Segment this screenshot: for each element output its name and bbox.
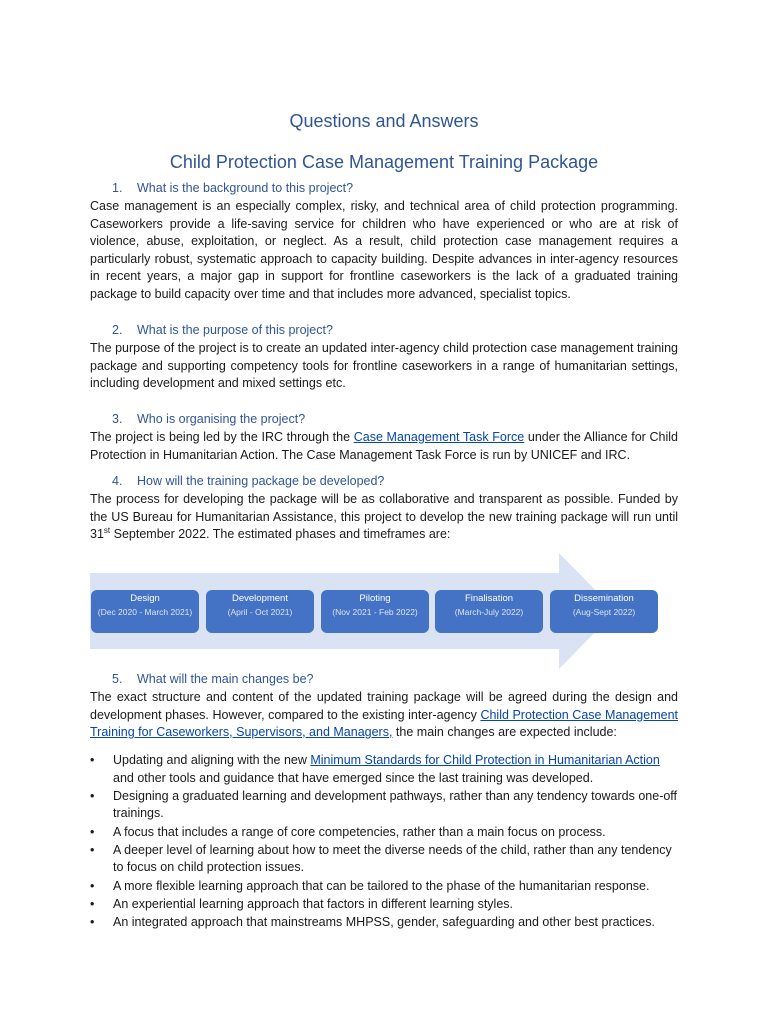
question-1: 1. What is the background to this project? <box>112 181 354 195</box>
phase-dissemination: Dissemination (Aug-Sept 2022) <box>550 590 658 633</box>
answer-2: The purpose of the project is to create an updated inter-agency child protection case management training package and supporting competency tools for frontline caseworkers in a range of humanitarian settings, including development and mixed settings etc. <box>90 341 678 390</box>
phase-development: Development (April - Oct 2021) <box>206 590 314 633</box>
phase-finalisation: Finalisation (March-July 2022) <box>435 590 543 633</box>
minimum-standards-link[interactable]: Minimum Standards for Child Protection in Humanitarian Action <box>310 753 660 767</box>
bullet-icon: • <box>90 788 95 803</box>
phase-design: Design (Dec 2020 - March 2021) <box>91 590 199 633</box>
case-management-task-force-link[interactable]: Case Management Task Force <box>353 430 525 444</box>
bullet-icon: • <box>90 878 95 893</box>
list-item: • Designing a graduated learning and development pathways, rather than any tendency towards one-off trainings. <box>90 788 678 821</box>
list-item: • Updating and aligning with the new Minimum Standards for Child Protection in Humanitarian Action and other tools and guidance that have emerged since the last training was developed. <box>90 753 660 785</box>
answer-4: The process for developing the package will be as collaborative and transparent as possible. Funded by the US Bureau for Humanitarian Assistance, this project to develop the new training package will run until 31st September 2022. The estimated phases and timeframes are: <box>90 492 678 541</box>
list-item: • A focus that includes a range of core competencies, rather than a main focus on process. <box>90 824 678 842</box>
list-item: • An integrated approach that mainstreams MHPSS, gender, safeguarding and other best practices. <box>90 914 678 932</box>
list-item: • A more flexible learning approach that can be tailored to the phase of the humanitarian response. <box>90 878 678 896</box>
question-3: 3. Who is organising the project? <box>112 412 306 426</box>
answer-1: Case management is an especially complex, risky, and technical area of child protection programming. Caseworkers provide a life-saving service for children who have experienced or who are at risk of violence, abuse, exploitation, or neglect. As a result, child protection case management requires a particularly robust, systematic approach to capacity building. Despite advances in inter-agency resources in recent years, a major gap in support for frontline caseworkers is the lack of a graduated training package to build capacity over time and that includes more advanced, specialist topics. <box>90 199 678 301</box>
question-2: 2. What is the purpose of this project? <box>112 323 333 337</box>
changes-list <box>90 752 678 933</box>
bullet-icon: • <box>90 842 95 857</box>
bullet-icon: • <box>90 915 95 930</box>
list-item: • A deeper level of learning about how to meet the diverse needs of the child, rather than any tendency to focus on child protection issues. <box>90 842 672 875</box>
document-subtitle: Child Protection Case Management Training Package <box>169 152 599 172</box>
document-title: Questions and Answers <box>289 111 479 131</box>
bullet-icon: • <box>90 896 95 911</box>
phases-timeline <box>90 553 678 669</box>
bullet-icon: • <box>90 753 95 767</box>
question-4: 4. How will the training package be developed? <box>112 474 385 488</box>
list-item: • An experiential learning approach that factors in different learning styles. <box>90 896 678 914</box>
answer-5: The exact structure and content of the updated training package will be agreed during the design and development phases. However, compared to the existing inter-agency Child Protection Case Management Training for Caseworkers, Supervisors, and Managers, the main changes are expected include: <box>90 690 678 739</box>
bullet-icon: • <box>90 824 95 839</box>
question-5: 5. What will the main changes be? <box>112 672 314 686</box>
answer-3: The project is being led by the IRC through the Case Management Task Force under the Alliance for Child Protection in Humanitarian Action. The Case Management Task Force is run by UNICEF and IRC. <box>90 430 678 462</box>
cp-case-management-training-link[interactable]: Child Protection Case Management Training for Caseworkers, Supervisors, and Managers, <box>90 707 678 739</box>
phase-piloting: Piloting (Nov 2021 - Feb 2022) <box>321 590 429 633</box>
